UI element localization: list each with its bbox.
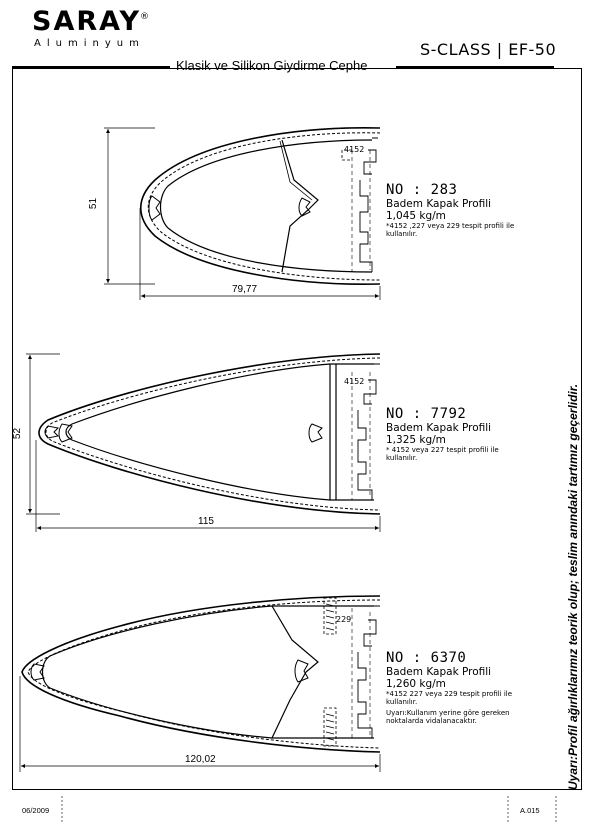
series-title: S-CLASS | EF-50: [420, 40, 557, 59]
profile-7792-name: Badem Kapak Profili: [386, 422, 492, 434]
profile-283-width-dim: 79,77: [232, 284, 258, 295]
profile-7792-weight: 1,325 kg/m: [386, 434, 446, 446]
profile-6370-drawing: [22, 596, 380, 752]
profile-283-info: [386, 182, 514, 238]
profile-6370-width-dim: 120,02: [185, 754, 216, 765]
profile-7792-note-2: kullanılır.: [386, 454, 418, 462]
profile-6370-note-2: kullanılır.: [386, 698, 418, 706]
profile-7792-note-1: * 4152 veya 227 tespit profili ile: [386, 446, 499, 454]
profile-7792-number: NO : 7792: [386, 406, 467, 422]
brand-logo-text: SARAY: [32, 6, 141, 37]
footer-date: 06/2009: [22, 806, 50, 815]
profile-6370-note-4: noktalarda vidalanacaktır.: [386, 717, 477, 725]
profile-7792-width-dim: 115: [198, 516, 214, 527]
profile-283-number: NO : 283: [386, 182, 458, 198]
profile-6370-part-label: 229: [336, 615, 352, 624]
profile-7792-height-dim: 52: [12, 427, 24, 440]
footer-separators: [62, 796, 556, 822]
brand-tagline: Aluminyum: [34, 38, 145, 49]
profile-7792-drawing: [39, 354, 380, 514]
profile-7792-info: [386, 406, 499, 462]
profile-283-note-2: kullanılır.: [386, 230, 418, 238]
profile-283-name: Badem Kapak Profili: [386, 198, 492, 210]
profile-283-height-dim: 51: [88, 197, 100, 210]
weight-disclaimer: Uyarı:Profil ağırlıklarımız teorik olup; teslim anındaki tartımız geçerlidir.: [566, 383, 580, 790]
footer-page-code: A.015: [520, 806, 540, 815]
registered-mark: ®: [140, 12, 149, 22]
profile-283-part-label: 4152: [344, 145, 365, 154]
profile-283-note-1: *4152 ,227 veya 229 tespit profili ile: [386, 222, 515, 230]
profile-6370-note-3: Uyarı:Kullanım yerine göre gereken: [386, 709, 510, 717]
page-subtitle: Klasik ve Silikon Giydirme Cephe: [172, 58, 371, 73]
profile-6370-note-1: *4152 227 veya 229 tespit profili ile: [386, 690, 513, 698]
profile-6370-name: Badem Kapak Profili: [386, 666, 492, 678]
profile-283-weight: 1,045 kg/m: [386, 210, 446, 222]
profile-6370-info: [386, 650, 512, 725]
profile-6370-number: NO : 6370: [386, 650, 467, 666]
profile-7792-part-label: 4152: [344, 377, 365, 386]
profile-6370-weight: 1,260 kg/m: [386, 678, 446, 690]
